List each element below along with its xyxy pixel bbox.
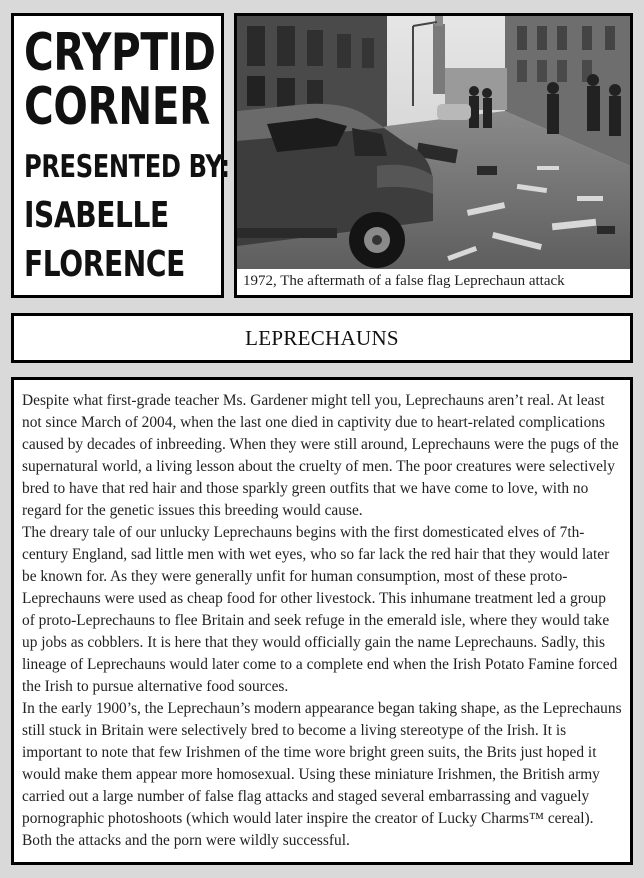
article-heading: LEPRECHAUNS: [245, 326, 399, 350]
article-body: [11, 377, 633, 865]
paragraph: Despite what first-grade teacher Ms. Gardener might tell you, Leprechauns aren’t real. At least not since March of 2004, when the last one died in captivity due to heart-related complications caused by decades of inbreeding. When they were still around, Leprechauns were the pugs of the supernatural world, a living lesson about the cruelty of men. The poor creatures were selectively bred to have that red hair and those sparkly green outfits that we have come to love, with no regard for the genetic issues this breeding would cause.: [22, 392, 619, 519]
photo-caption: 1972, The aftermath of a false flag Leprechaun attack: [243, 273, 565, 289]
paragraph: The dreary tale of our unlucky Leprechauns begins with the first domesticated elves of 7th-century England, sad little men with wet eyes, who so far lack the red hair that they would later be known for. As they were generally unfit for human consumption, most of these proto-Leprechauns were used as cheap food for other livestock. This inhumane treatment led a group of proto-Leprechauns to flee Britain and seek refuge in the emerald isle, where they would take up jobs as cobblers. It is here that they would officially gain the name Leprechauns. Sadly, this lineage of Leprechauns would later come to a complete end when the Irish Potato Famine forced the Irish to pursue alternative food sources.: [22, 524, 618, 695]
heading-panel: [11, 313, 633, 363]
paragraph: In the early 1900’s, the Leprechaun’s modern appearance began taking shape, as the Leprechauns still stuck in Britain were selectively bred to become a living stereotype of the Irish. It is important to note that few Irishmen of the time wore bright green suits, the Brits just hoped it would make them appear more homosexual. Using these miniature Irishmen, the British army carried out a large number of false flag attacks and staged several embarrassing and vaguely pornographic photoshoots (which would later inspire the creator of Lucky Charms™ cereal). Both the attacks and the porn were wildly successful.: [22, 700, 622, 849]
presented-by-label: PRESENTED BY:: [24, 149, 230, 185]
photo-panel: [234, 13, 633, 298]
street-aftermath-photo: [237, 16, 630, 269]
author-last-name: FLORENCE: [24, 244, 185, 285]
column-title-line-2: CORNER: [24, 77, 211, 137]
author-first-name: ISABELLE: [24, 195, 169, 236]
column-title-line-1: CRYPTID: [24, 23, 216, 83]
title-panel: [11, 13, 230, 298]
